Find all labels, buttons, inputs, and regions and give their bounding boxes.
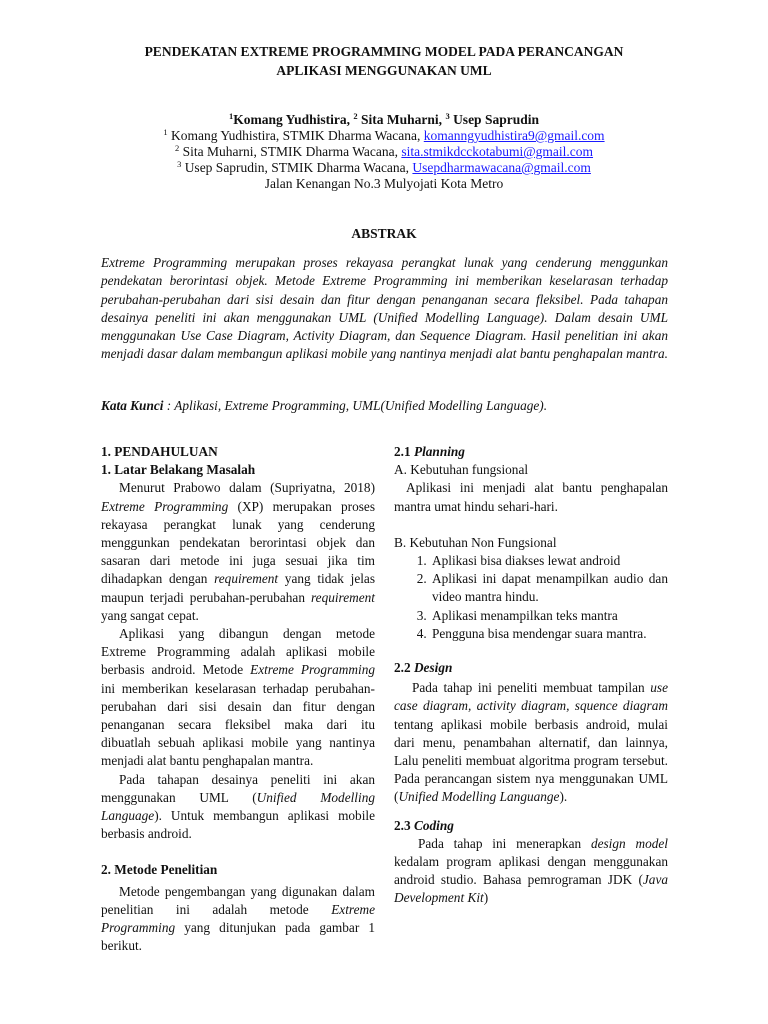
right-column — [394, 443, 668, 908]
abstract-heading: ABSTRAK — [351, 226, 417, 241]
email-link-3[interactable]: Usepdharmawacana@gmail.com — [412, 160, 591, 175]
p3-c: ). Untuk membangun aplikasi mobile berbasis android. — [101, 808, 375, 842]
paragraph-4 — [101, 883, 375, 956]
spacer — [394, 643, 668, 659]
paragraph-2 — [101, 625, 375, 771]
p2-c: ini memberikan keselarasan terhadap perubahan-perubahan dari sisi desain dan fitur dengan penanganan secara fleksibel maka dari itu dibuatlah sebuah aplikasi mobile yang nantinya menjadi alat bantu penghapalan mantra. — [101, 680, 375, 769]
title-line-1: PENDEKATAN EXTREME PROGRAMMING MODEL PADA PERANCANGAN — [144, 44, 624, 59]
section-heading-planning — [394, 443, 668, 461]
spacer — [101, 843, 375, 861]
affil-text-1: Komang Yudhistira, STMIK Dharma Wacana, — [167, 128, 424, 143]
paragraph-coding — [394, 835, 668, 908]
coding-e: ) — [483, 890, 489, 906]
p1-f: requirement — [310, 589, 375, 605]
p4-a: Metode pengembangan yang digunakan dalam penelitian ini adalah metode — [101, 883, 375, 917]
p1-b: Extreme Programming — [101, 498, 229, 514]
p4-c: yang ditunjukan pada gambar 1 berikut. — [101, 920, 375, 954]
design-c: tentang aplikasi mobile berbasis android, mulai dari menu, penambahan alternatif, dan lainnya, Lalu peneliti membuat algoritma program tersebut. Pada perancangan sistem nya menggunakan UML ( — [394, 716, 668, 805]
email-link-2[interactable]: sita.stmikdcckotabumi@gmail.com — [401, 144, 594, 159]
coding-num: 2.3 — [394, 817, 414, 833]
label-kebutuhan-fungsional: A. Kebutuhan fungsional — [394, 462, 529, 478]
list-item: 4. Pengguna bisa mendengar suara mantra. — [430, 625, 668, 643]
author-sup-2: 2 — [353, 111, 358, 121]
author-1: Komang Yudhistira, — [233, 112, 354, 127]
author-sup-1: 1 — [229, 111, 234, 121]
section-heading-pendahuluan: 1. PENDAHULUAN — [101, 444, 218, 459]
keywords-text: : Aplikasi, Extreme Programming, UML(Unified Modelling Language). — [163, 398, 548, 413]
p1-d: requirement — [214, 571, 279, 587]
list-item: 3. Aplikasi menampilkan teks mantra — [430, 607, 668, 625]
p1-c: (XP) merupakan proses rekayasa perangkat lunak yang cenderung menggunkan pendekatan berorintasi objek dan sasaran dari metode ini juga sesuai jika tim dihadapkan dengan — [101, 498, 375, 587]
keywords — [101, 398, 668, 414]
coding-b: design model — [590, 835, 668, 851]
affil-sup-3: 3 — [177, 159, 182, 169]
abstract-body: Extreme Programming merupakan proses rekayasa perangkat lunak yang cenderung menggunkan pendekatan berorintasi objek. Metode Extreme Programming ini memberikan keselarasan terhadap perubahan-perubahan dari sisi desain dan fitur dengan penanganan secara fleksibel. Pada tahapan desainya peneliti ini akan menggunakan UML (Unified Modelling Language). Dalam desain UML menggunakan Use Case Diagram, Activity Diagram, dan Sequence Diagram. Hasil penelitian ini akan menjadi dasar dalam membangun aplikasi mobile yang nantinya menjadi alat bantu penghapalan mantra. — [101, 255, 668, 362]
design-a: Pada tahap ini peneliti membuat tampilan — [412, 680, 651, 696]
subsection-heading-latar-belakang: 1. Latar Belakang Masalah — [101, 462, 256, 478]
spacer — [394, 516, 668, 534]
p1-g: yang sangat cepat. — [101, 607, 199, 623]
keywords-label: Kata Kunci — [101, 398, 164, 413]
email-link-1[interactable]: komanngyudhistira9@gmail.com — [423, 128, 605, 143]
title-line-2: APLIKASI MENGGUNAKAN UML — [276, 63, 492, 78]
design-b: use case diagram, activity diagram, squence diagram — [394, 680, 668, 714]
coding-a: Pada tahap ini menerapkan — [418, 835, 591, 851]
paragraph-kebutuhan-fungsional: Aplikasi ini menjadi alat bantu penghapalan mantra umat hindu sehari-hari. — [394, 480, 668, 514]
affil-text-3: Usep Saprudin, STMIK Dharma Wacana, — [181, 160, 413, 175]
paper-title — [0, 42, 768, 80]
p2-b: Extreme Programming — [250, 662, 376, 678]
paragraph-3 — [101, 771, 375, 844]
author-2: Sita Muharni, — [357, 112, 446, 127]
spacer — [394, 807, 668, 817]
section-heading-design — [394, 659, 668, 677]
affiliation-1 — [0, 128, 768, 144]
design-e: ). — [559, 789, 568, 805]
section-heading-metode: 2. Metode Penelitian — [101, 862, 218, 878]
list-item: 2. Aplikasi ini dapat menampilkan audio dan video mantra hindu. — [430, 570, 668, 606]
author-list — [0, 112, 768, 128]
p2-a: Aplikasi yang dibangun dengan metode Extreme Programming adalah aplikasi mobile berbasis android. Metode — [101, 626, 375, 678]
affiliation-3 — [0, 160, 768, 176]
address: Jalan Kenangan No.3 Mulyojati Kota Metro — [264, 176, 504, 191]
p1-e: yang tidak jelas maupun terjadi perubahan-perubahan — [101, 571, 375, 605]
p4-b: Extreme Programming — [101, 901, 375, 936]
label-kebutuhan-non-fungsional: B. Kebutuhan Non Fungsional — [394, 534, 557, 550]
coding-d: Java Development Kit — [394, 872, 668, 906]
coding-title: Coding — [413, 817, 454, 833]
design-d: Unified Modelling Languange — [398, 789, 560, 805]
affil-sup-2: 2 — [174, 143, 180, 153]
list-item: 1. Aplikasi bisa diakses lewat android — [430, 552, 668, 570]
design-num: 2.2 — [394, 660, 414, 676]
affiliations — [0, 128, 768, 192]
affil-sup-1: 1 — [163, 127, 168, 137]
coding-c: kedalam program aplikasi dengan menggunakan android studio. Bahasa pemrograman JDK ( — [394, 854, 668, 888]
affil-text-2: Sita Muharni, STMIK Dharma Wacana, — [179, 144, 402, 159]
p1-a: Menurut Prabowo dalam (Supriyatna, 2018) — [119, 480, 375, 496]
left-column — [101, 443, 375, 955]
planning-num: 2.1 — [394, 444, 414, 459]
design-title: Design — [413, 660, 453, 676]
affiliation-2 — [0, 144, 768, 160]
section-heading-coding — [394, 817, 668, 835]
paragraph-1 — [101, 479, 375, 625]
paragraph-design — [394, 679, 668, 806]
author-3: Usep Saprudin — [449, 112, 539, 127]
author-sup-3: 3 — [445, 111, 450, 121]
p3-b: Unified Modelling Language — [101, 789, 375, 824]
p3-a: Pada tahapan desainya peneliti ini akan menggunakan UML ( — [101, 771, 375, 805]
non-functional-list — [394, 552, 668, 643]
planning-title: Planning — [413, 444, 465, 459]
